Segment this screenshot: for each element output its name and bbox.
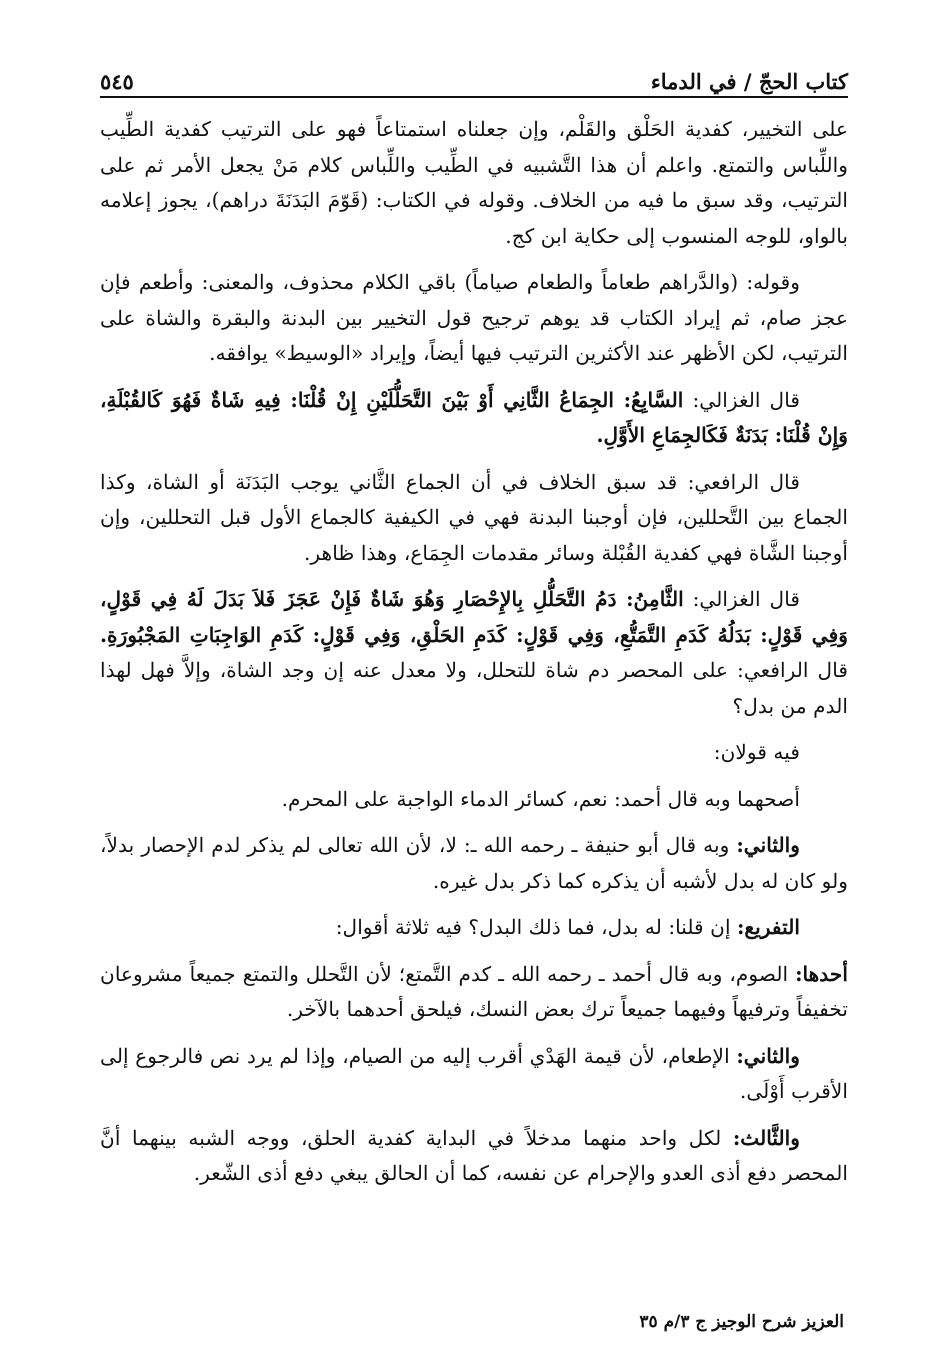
- running-header: [100, 58, 848, 94]
- section-label: والثَّالث:: [732, 1125, 800, 1150]
- paragraph: [100, 383, 848, 454]
- paragraph: [100, 582, 848, 724]
- quoted-text: السَّابِعُ: الجِمَاعُ الثَّانِي أَوْ بَيْنَ التَّحَلُّلَيْنِ إِنْ قُلْنَا: فِيهِ شَاةٌ فَهُوَ كَالقُبْلَةِ، وَإِنْ قُلْنَا: بَدَنَةٌ فَكَالجِمَاعِ الأَوَّلِ.: [100, 387, 848, 447]
- paragraph: [100, 1039, 848, 1110]
- section-label: والثاني:: [736, 1043, 800, 1068]
- page-number: ٥٤٥: [100, 69, 134, 94]
- paragraph: وقوله: (والدَّراهم طعاماً والطعام صياماً) باقي الكلام محذوف، والمعنى: وأطعم فإن عجز صام، ثم إيراد الكتاب قد يوهم ترجيح قول التخيير بين البدنة والبقرة والشاة على الترتيب، لكن الأظهر عند الأكثرين الترتيب فيها أيضاً، وإيراد «الوسيط» يوافقه.: [100, 270, 848, 365]
- paragraph: على التخيير، كفدية الحَلْق والقَلْم، وإن جعلناه استمتاعاً فهو على الترتيب كفدية الطِّيب واللِّباس والتمتع. واعلم أن هذا التَّشبيه في الطِّيب واللِّباس كلام مَنْ يجعل الأمر ثم على الترتيب، وقد سبق ما فيه من الخلاف. وقوله في الكتاب: (قَوّمَ البَدَنَةَ دراهم)، يجوز إعلامه بالواو، للوجه المنسوب إلى حكاية ابن كج.: [100, 117, 848, 248]
- paragraph: قال الرافعي: قد سبق الخلاف في أن الجماع الثَّاني يوجب البَدَنَة أو الشاة، وكذا الجماع بين التَّحللين، فإن أوجبنا البدنة فهي في الكيفية كالجماع الأول قبل التحللين، وإن أوجبنا الشَّاة فهي كفدية القُبْلة وسائر مقدمات الجِمَاع، وهذا ظاهر.: [100, 469, 848, 565]
- speaker-label: قال الغزالي:: [683, 587, 801, 611]
- section-label: والثاني:: [736, 833, 800, 857]
- section-label: أحدها:: [795, 961, 848, 986]
- commentary-text: قال الرافعي: على المحصر دم شاة للتحلل، ولا معدل عنه إن وجد الشاة، وإلاَّ فهل لهذا الدم من بدل؟: [100, 658, 848, 718]
- paragraph: [100, 910, 848, 946]
- paragraph: [100, 828, 848, 899]
- chapter-title: كتاب الحجّ / في الدماء: [650, 69, 848, 94]
- header-rule: [100, 96, 848, 98]
- section-label: التفريع:: [736, 915, 800, 939]
- paragraph: أصحهما وبه قال أحمد: نعم، كسائر الدماء الواجبة على المحرم.: [281, 786, 800, 811]
- speaker-label: قال الغزالي:: [683, 387, 800, 412]
- paragraph: فيه قولان:: [713, 740, 800, 764]
- paragraph-text: وبه قال أبو حنيفة ـ رحمه الله ـ: لا، لأن الله تعالى لم يذكر لدم الإحصار بدلاً، ولو كان له بدل لأشبه أن يذكره كما ذكر بدل غيره.: [100, 833, 848, 893]
- paragraph-text: إن قلنا: له بدل، فما ذلك البدل؟ فيه ثلاثة أقوال:: [335, 915, 737, 939]
- paragraph: [100, 1121, 848, 1192]
- paragraph-text: الإطعام، لأن قيمة الهَدْي أقرب إليه من الصيام، وإذا لم يرد نص فالرجوع إلى الأقرب أَوْلَى.: [100, 1043, 848, 1103]
- paragraph-text: لكل واحد منهما مدخلاً في البداية كفدية الحلق، ووجه الشبه بينهما أنَّ المحصر دفع أذى العدو والإحرام عن نفسه، كما أن الحالق يبغي دفع أذى الشّعر.: [100, 1125, 848, 1185]
- paragraph: [100, 957, 848, 1028]
- main-text: [100, 112, 848, 1203]
- page-footer: العزيز شرح الوجيز ج ٣/م ٣٥: [639, 1312, 844, 1332]
- quoted-text: الثَّامِنُ: دَمُ التَّحَلُّلِ بِالإِحْصَارِ وَهُوَ شَاةٌ فَإِنْ عَجَزَ فَلاَ بَدَلَ لَهُ فِي قَوْلٍ، وَفِي قَوْلٍ: بَدَلُهُ كَدَمِ التَّمَتُّعِ، وَفِي قَوْلٍ: كَدَمِ الحَلْقِ، وَفِي قَوْلٍ: كَدَمِ الوَاجِبَاتِ المَجْبُورَةِ.: [100, 587, 848, 647]
- paragraph-text: الصوم، وبه قال أحمد ـ رحمه الله ـ كدم التَّمتع؛ لأن التَّحلل والتمتع جميعاً مشروعان تخفيفاً وترفيهاً وفيهما جميعاً ترك بعض النسك، فيلحق أحدهما بالآخر.: [100, 961, 848, 1021]
